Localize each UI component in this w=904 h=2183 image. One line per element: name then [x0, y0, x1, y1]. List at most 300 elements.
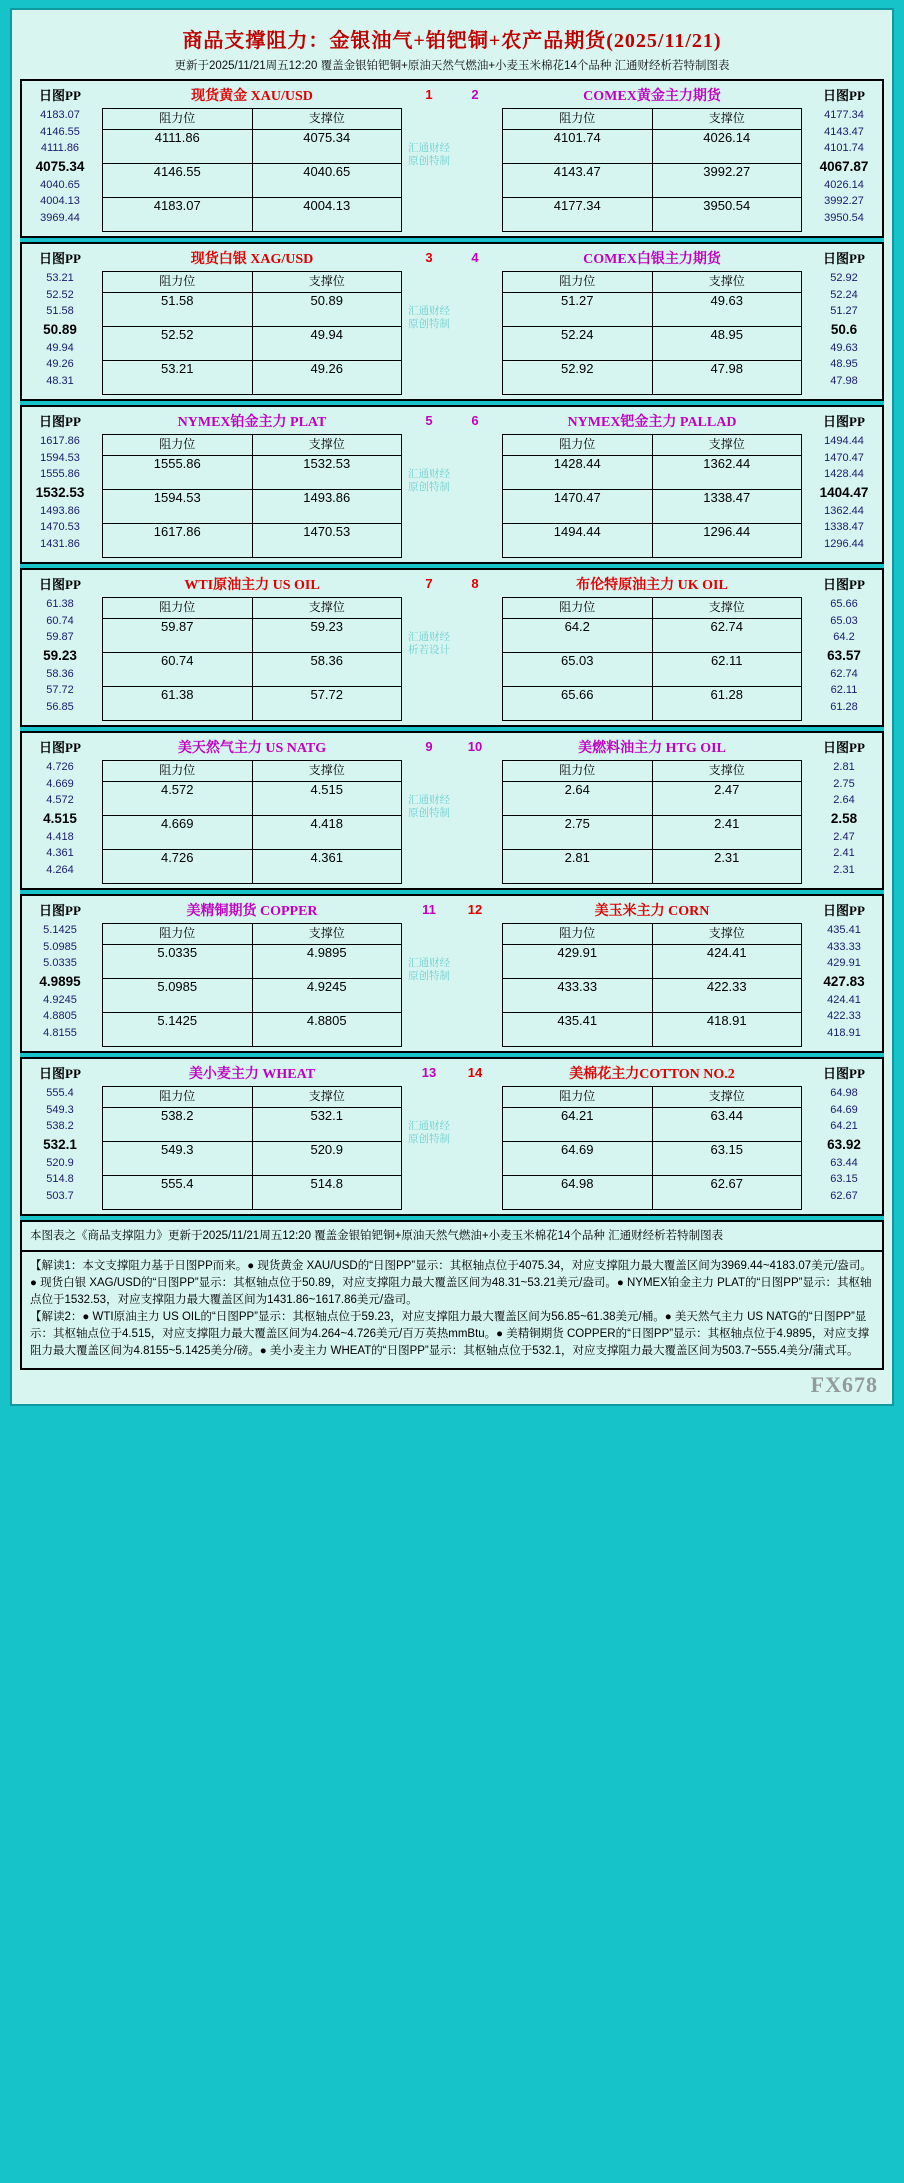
support-value: 1532.53 — [252, 456, 402, 490]
pp-level: 555.4 — [46, 1087, 74, 1099]
commodity-name: 美精铜期货 COPPER — [186, 904, 318, 919]
pp-level: 520.9 — [46, 1156, 74, 1169]
support-value: 4.8805 — [252, 1013, 402, 1047]
resistance-header: 阻力位 — [503, 1087, 653, 1108]
levels-table — [502, 923, 802, 1047]
support-value: 59.23 — [252, 619, 402, 653]
support-header: 支撑位 — [652, 761, 802, 782]
support-value: 514.8 — [252, 1176, 402, 1210]
resistance-value: 555.4 — [103, 1176, 253, 1210]
pp-level: 4143.47 — [824, 125, 864, 138]
note-2: 【解读2：● WTI原油主力 US OIL的“日图PP”显示：其枢轴点位于59.23，对应支撑阻力最大覆盖区间为56.85~61.38美元/桶。● 美天然气主力 US NATG的“日图PP”显示：其枢轴点位于4.515，对应支撑阻力最大覆盖区间为4.264~4.726美元/百万英热mmBtu。● 美精铜期货 COPPER的“日图PP”显示：其枢轴点位于4.9895，对应支撑阻力最大覆盖区间为4.8155~5.1425美分/磅。● 美小麦主力 WHEAT的“日图PP”显示：其枢轴点位于532.1，对应支撑阻力最大覆盖区间为503.7~555.4美分/蒲式耳。 — [30, 1311, 870, 1357]
support-value: 4004.13 — [252, 198, 402, 232]
left-levels-column — [98, 1058, 406, 1215]
support-value: 4026.14 — [652, 130, 802, 164]
pp-level: 1431.86 — [40, 537, 80, 550]
left-levels-column — [98, 243, 406, 400]
table-row — [103, 782, 402, 816]
levels-table — [102, 271, 402, 395]
pp-list — [806, 596, 882, 715]
middle-index-column-2 — [452, 1058, 498, 1215]
table-header-row — [103, 1087, 402, 1108]
pp-level: 4004.13 — [40, 195, 80, 207]
pp-list — [806, 107, 882, 226]
levels-table — [102, 1086, 402, 1210]
pp-header: 日图PP — [823, 88, 865, 103]
section-index-right: 14 — [467, 1065, 483, 1080]
levels-table — [502, 434, 802, 558]
section-index-left: 1 — [425, 87, 433, 102]
pp-level: 49.26 — [46, 358, 74, 370]
pp-list — [22, 270, 98, 389]
support-header: 支撑位 — [252, 598, 402, 619]
table-header-row — [503, 272, 802, 293]
section-index-right: 2 — [471, 87, 479, 102]
support-value: 1362.44 — [652, 456, 802, 490]
table-header-row — [503, 598, 802, 619]
resistance-value: 1428.44 — [503, 456, 653, 490]
support-value: 1338.47 — [652, 490, 802, 524]
table-header-row — [103, 924, 402, 945]
note-1: 【解读1：本文支撑阻力基于日图PP而来。● 现货黄金 XAU/USD的“日图PP”显示：其枢轴点位于4075.34，对应支撑阻力最大覆盖区间为3969.44~4183.07美元/盎司。● 现货白银 XAG/USD的“日图PP”显示：其枢轴点位于50.89，对应支撑阻力最大覆盖区间为48.31~53.21美元/盎司。● NYMEX铂金主力 PLAT的“日图PP”显示：其枢轴点位于1532.53，对应支撑阻力最大覆盖区间为1431.86~1617.86美元/盎司。 — [30, 1260, 872, 1306]
pp-level: 424.41 — [827, 993, 861, 1006]
table-row — [503, 782, 802, 816]
interpretation-notes — [20, 1252, 884, 1370]
commodity-name: 美棉花主力COTTON NO.2 — [569, 1067, 735, 1082]
middle-index-column-2 — [452, 732, 498, 889]
pp-level: 514.8 — [46, 1173, 74, 1185]
pp-level: 4177.34 — [824, 109, 864, 121]
table-row — [103, 490, 402, 524]
resistance-header: 阻力位 — [103, 109, 253, 130]
pp-level: 4026.14 — [824, 178, 864, 191]
right-levels-column — [498, 1058, 806, 1215]
resistance-value: 5.0335 — [103, 945, 253, 979]
resistance-value: 549.3 — [103, 1142, 253, 1176]
support-value: 2.41 — [652, 816, 802, 850]
section-index-right: 12 — [467, 902, 483, 917]
pp-level: 62.74 — [830, 667, 858, 680]
pp-level: 4040.65 — [40, 178, 80, 191]
middle-index-column — [406, 569, 452, 726]
pp-level: 3950.54 — [824, 211, 864, 224]
pp-level: 1470.53 — [40, 521, 80, 533]
resistance-value: 1494.44 — [503, 524, 653, 558]
table-row — [503, 687, 802, 721]
left-pp-column — [21, 569, 98, 726]
resistance-value: 4146.55 — [103, 164, 253, 198]
pp-header: 日图PP — [823, 1066, 865, 1081]
pp-level: 4146.55 — [40, 125, 80, 138]
pp-level: 51.58 — [46, 305, 74, 317]
left-levels-column — [98, 569, 406, 726]
resistance-value: 59.87 — [103, 619, 253, 653]
pp-level: 64.98 — [830, 1087, 858, 1099]
table-row — [103, 687, 402, 721]
support-value: 4.9895 — [252, 945, 402, 979]
resistance-value: 51.58 — [103, 293, 253, 327]
watermark-text: 汇通财经 原创特制 — [408, 142, 450, 167]
resistance-value: 52.52 — [103, 327, 253, 361]
support-header: 支撑位 — [252, 109, 402, 130]
pp-level: 53.21 — [46, 272, 74, 284]
pp-level: 52.52 — [46, 288, 74, 301]
resistance-value: 2.64 — [503, 782, 653, 816]
left-levels-column — [98, 895, 406, 1052]
resistance-value: 64.21 — [503, 1108, 653, 1142]
pp-list — [22, 1085, 98, 1204]
support-value: 2.31 — [652, 850, 802, 884]
support-value: 49.63 — [652, 293, 802, 327]
right-pp-column — [806, 406, 883, 563]
resistance-value: 64.2 — [503, 619, 653, 653]
resistance-value: 538.2 — [103, 1108, 253, 1142]
watermark-text: 汇通财经 原创特制 — [408, 468, 450, 493]
resistance-value: 53.21 — [103, 361, 253, 395]
pp-level: 433.33 — [827, 940, 861, 953]
support-value: 49.94 — [252, 327, 402, 361]
table-row — [103, 1142, 402, 1176]
middle-index-column-2 — [452, 243, 498, 400]
watermark-text: 汇通财经 原创特制 — [408, 305, 450, 330]
resistance-value: 2.81 — [503, 850, 653, 884]
left-pp-column — [21, 243, 98, 400]
levels-table — [502, 760, 802, 884]
pp-header: 日图PP — [39, 577, 81, 592]
support-value: 418.91 — [652, 1013, 802, 1047]
resistance-value: 2.75 — [503, 816, 653, 850]
pp-header: 日图PP — [39, 251, 81, 266]
resistance-value: 60.74 — [103, 653, 253, 687]
pp-list — [22, 433, 98, 552]
pp-level: 4.8805 — [43, 1010, 77, 1022]
resistance-value: 4111.86 — [103, 130, 253, 164]
resistance-header: 阻力位 — [103, 761, 253, 782]
pp-level: 4101.74 — [824, 142, 864, 154]
commodity-section — [20, 405, 884, 564]
section-index-left: 7 — [425, 576, 433, 591]
section-index-left: 3 — [425, 250, 433, 265]
pp-level: 57.72 — [46, 684, 74, 696]
footer-note: 本图表之《商品支撑阻力》更新于2025/11/21周五12:20 覆盖金银铂钯铜+原油天然气燃油+小麦玉米棉花14个品种 汇通财经析若特制图表 — [20, 1220, 884, 1252]
pp-level: 50.89 — [43, 321, 77, 337]
pp-level: 48.95 — [830, 358, 858, 370]
right-levels-column — [498, 569, 806, 726]
right-pp-column — [806, 895, 883, 1052]
sections-container — [20, 79, 884, 1220]
section-index-right: 8 — [471, 576, 479, 591]
resistance-header: 阻力位 — [103, 435, 253, 456]
levels-table — [102, 923, 402, 1047]
pp-level: 1532.53 — [35, 484, 85, 500]
pp-header: 日图PP — [39, 1066, 81, 1081]
pp-header: 日图PP — [823, 414, 865, 429]
levels-table — [102, 597, 402, 721]
pp-level: 49.94 — [46, 341, 74, 354]
table-row — [103, 327, 402, 361]
support-value: 1493.86 — [252, 490, 402, 524]
pp-header: 日图PP — [39, 903, 81, 918]
pp-list — [806, 922, 882, 1041]
resistance-value: 64.69 — [503, 1142, 653, 1176]
support-header: 支撑位 — [652, 435, 802, 456]
resistance-header: 阻力位 — [103, 1087, 253, 1108]
pp-level: 4.572 — [46, 794, 74, 806]
table-row — [503, 1176, 802, 1210]
commodity-name: 布伦特原油主力 UK OIL — [576, 578, 728, 593]
pp-level: 65.03 — [830, 614, 858, 627]
table-row — [103, 1013, 402, 1047]
table-header-row — [503, 761, 802, 782]
levels-table — [102, 760, 402, 884]
pp-level: 59.87 — [46, 631, 74, 643]
pp-level: 4183.07 — [40, 109, 80, 121]
resistance-value: 429.91 — [503, 945, 653, 979]
support-value: 50.89 — [252, 293, 402, 327]
middle-index-column — [406, 895, 452, 1052]
pp-level: 503.7 — [46, 1189, 74, 1202]
left-pp-column — [21, 1058, 98, 1215]
pp-level: 61.38 — [46, 598, 74, 610]
watermark-text: 汇通财经 原创特制 — [408, 794, 450, 819]
pp-level: 52.24 — [830, 288, 858, 301]
middle-index-column — [406, 1058, 452, 1215]
page-subtitle: 更新于2025/11/21周五12:20 覆盖金银铂钯铜+原油天然气燃油+小麦玉米棉花14个品种 汇通财经析若特制图表 — [174, 60, 730, 72]
support-header: 支撑位 — [252, 272, 402, 293]
pp-level: 4067.87 — [819, 158, 869, 174]
pp-list — [22, 759, 98, 878]
pp-level: 1362.44 — [824, 504, 864, 517]
support-header: 支撑位 — [652, 272, 802, 293]
pp-header: 日图PP — [39, 740, 81, 755]
table-header-row — [103, 435, 402, 456]
pp-level: 62.67 — [830, 1189, 858, 1202]
table-row — [103, 198, 402, 232]
table-row — [103, 524, 402, 558]
pp-level: 4111.86 — [40, 142, 80, 154]
support-value: 1296.44 — [652, 524, 802, 558]
right-levels-column — [498, 732, 806, 889]
pp-level: 4.418 — [46, 830, 74, 843]
resistance-value: 4.726 — [103, 850, 253, 884]
pp-list — [22, 596, 98, 715]
pp-header: 日图PP — [39, 414, 81, 429]
support-value: 49.26 — [252, 361, 402, 395]
right-pp-column — [806, 732, 883, 889]
resistance-value: 51.27 — [503, 293, 653, 327]
pp-level: 58.36 — [46, 667, 74, 680]
middle-index-column-2 — [452, 406, 498, 563]
support-value: 62.11 — [652, 653, 802, 687]
resistance-value: 65.66 — [503, 687, 653, 721]
pp-list — [806, 1085, 882, 1204]
resistance-value: 61.38 — [103, 687, 253, 721]
pp-level: 49.63 — [830, 341, 858, 354]
pp-list — [22, 922, 98, 1041]
pp-level: 47.98 — [830, 374, 858, 387]
resistance-value: 4143.47 — [503, 164, 653, 198]
commodity-section — [20, 731, 884, 890]
resistance-value: 4177.34 — [503, 198, 653, 232]
pp-level: 2.81 — [833, 761, 855, 773]
pp-level: 435.41 — [827, 924, 861, 936]
table-row — [503, 945, 802, 979]
pp-level: 64.69 — [830, 1103, 858, 1116]
commodity-section — [20, 894, 884, 1053]
pp-level: 5.1425 — [43, 924, 77, 936]
support-value: 3992.27 — [652, 164, 802, 198]
pp-level: 532.1 — [43, 1136, 77, 1152]
middle-index-column — [406, 243, 452, 400]
levels-table — [502, 597, 802, 721]
commodity-name: NYMEX铂金主力 PLAT — [177, 415, 327, 430]
pp-level: 2.31 — [833, 863, 855, 876]
table-row — [503, 1108, 802, 1142]
pp-level: 2.58 — [830, 810, 858, 826]
left-levels-column — [98, 80, 406, 237]
left-levels-column — [98, 406, 406, 563]
section-index-left: 13 — [421, 1065, 437, 1080]
commodity-name: COMEX白银主力期货 — [583, 252, 721, 267]
table-row — [103, 130, 402, 164]
pp-level: 549.3 — [46, 1103, 74, 1116]
table-row — [103, 945, 402, 979]
pp-level: 63.92 — [827, 1136, 861, 1152]
table-row — [503, 1013, 802, 1047]
table-row — [103, 979, 402, 1013]
commodity-section — [20, 242, 884, 401]
watermark-text: 汇通财经 原创特制 — [408, 1120, 450, 1145]
right-levels-column — [498, 243, 806, 400]
table-row — [503, 130, 802, 164]
table-row — [503, 327, 802, 361]
pp-level: 4.361 — [46, 847, 74, 859]
commodity-name: WTI原油主力 US OIL — [184, 578, 320, 593]
table-row — [503, 198, 802, 232]
right-pp-column — [806, 1058, 883, 1215]
pp-level: 1296.44 — [824, 537, 864, 550]
support-value: 63.44 — [652, 1108, 802, 1142]
pp-level: 2.75 — [833, 777, 855, 790]
middle-index-column — [406, 80, 452, 237]
resistance-value: 65.03 — [503, 653, 653, 687]
pp-header: 日图PP — [823, 903, 865, 918]
pp-level: 427.83 — [823, 973, 865, 989]
support-value: 61.28 — [652, 687, 802, 721]
support-header: 支撑位 — [252, 1087, 402, 1108]
commodity-section — [20, 568, 884, 727]
left-levels-column — [98, 732, 406, 889]
pp-level: 65.66 — [830, 598, 858, 610]
table-header-row — [103, 272, 402, 293]
watermark-text: 汇通财经 析若设计 — [408, 631, 450, 656]
commodity-name: 现货白银 XAG/USD — [190, 252, 314, 267]
resistance-value: 1555.86 — [103, 456, 253, 490]
pp-level: 2.64 — [833, 794, 855, 806]
support-header: 支撑位 — [652, 598, 802, 619]
middle-index-column-2 — [452, 80, 498, 237]
pp-level: 1470.47 — [824, 451, 864, 464]
support-value: 422.33 — [652, 979, 802, 1013]
resistance-value: 435.41 — [503, 1013, 653, 1047]
resistance-value: 4.572 — [103, 782, 253, 816]
right-levels-column — [498, 80, 806, 237]
support-value: 57.72 — [252, 687, 402, 721]
table-row — [503, 524, 802, 558]
commodity-section — [20, 1057, 884, 1216]
pp-level: 1494.44 — [824, 435, 864, 447]
resistance-value: 4183.07 — [103, 198, 253, 232]
support-value: 4075.34 — [252, 130, 402, 164]
resistance-value: 52.24 — [503, 327, 653, 361]
table-row — [503, 619, 802, 653]
pp-level: 5.0985 — [43, 940, 77, 953]
pp-level: 429.91 — [827, 957, 861, 969]
levels-table — [102, 108, 402, 232]
support-header: 支撑位 — [252, 435, 402, 456]
pp-level: 4.726 — [46, 761, 74, 773]
resistance-value: 1470.47 — [503, 490, 653, 524]
section-index-left: 11 — [422, 902, 436, 917]
support-value: 4040.65 — [252, 164, 402, 198]
pp-level: 1594.53 — [40, 451, 80, 464]
resistance-header: 阻力位 — [503, 435, 653, 456]
support-value: 532.1 — [252, 1108, 402, 1142]
table-row — [103, 816, 402, 850]
table-row — [503, 293, 802, 327]
right-levels-column — [498, 895, 806, 1052]
resistance-value: 4101.74 — [503, 130, 653, 164]
commodity-section — [20, 79, 884, 238]
levels-table — [502, 1086, 802, 1210]
pp-list — [22, 107, 98, 226]
pp-list — [806, 270, 882, 389]
support-value: 1470.53 — [252, 524, 402, 558]
table-row — [103, 293, 402, 327]
pp-list — [806, 433, 882, 552]
resistance-header: 阻力位 — [503, 761, 653, 782]
pp-level: 50.6 — [830, 321, 858, 337]
section-index-left: 9 — [425, 739, 433, 754]
pp-level: 1428.44 — [824, 468, 864, 480]
table-row — [103, 456, 402, 490]
pp-level: 64.21 — [830, 1120, 858, 1132]
right-pp-column — [806, 243, 883, 400]
resistance-value: 1594.53 — [103, 490, 253, 524]
pp-level: 62.11 — [830, 684, 858, 696]
resistance-value: 1617.86 — [103, 524, 253, 558]
pp-level: 418.91 — [827, 1026, 861, 1039]
table-row — [503, 979, 802, 1013]
support-value: 48.95 — [652, 327, 802, 361]
pp-level: 3992.27 — [824, 195, 864, 207]
table-header-row — [103, 598, 402, 619]
table-row — [103, 1108, 402, 1142]
pp-level: 4.8155 — [43, 1026, 77, 1039]
support-value: 58.36 — [252, 653, 402, 687]
pp-level: 4.669 — [46, 777, 74, 790]
resistance-header: 阻力位 — [103, 272, 253, 293]
support-value: 4.418 — [252, 816, 402, 850]
table-row — [103, 850, 402, 884]
levels-table — [502, 108, 802, 232]
resistance-value: 52.92 — [503, 361, 653, 395]
table-row — [503, 164, 802, 198]
table-header-row — [503, 1087, 802, 1108]
middle-index-column-2 — [452, 895, 498, 1052]
pp-level: 1493.86 — [40, 504, 80, 517]
left-pp-column — [21, 732, 98, 889]
